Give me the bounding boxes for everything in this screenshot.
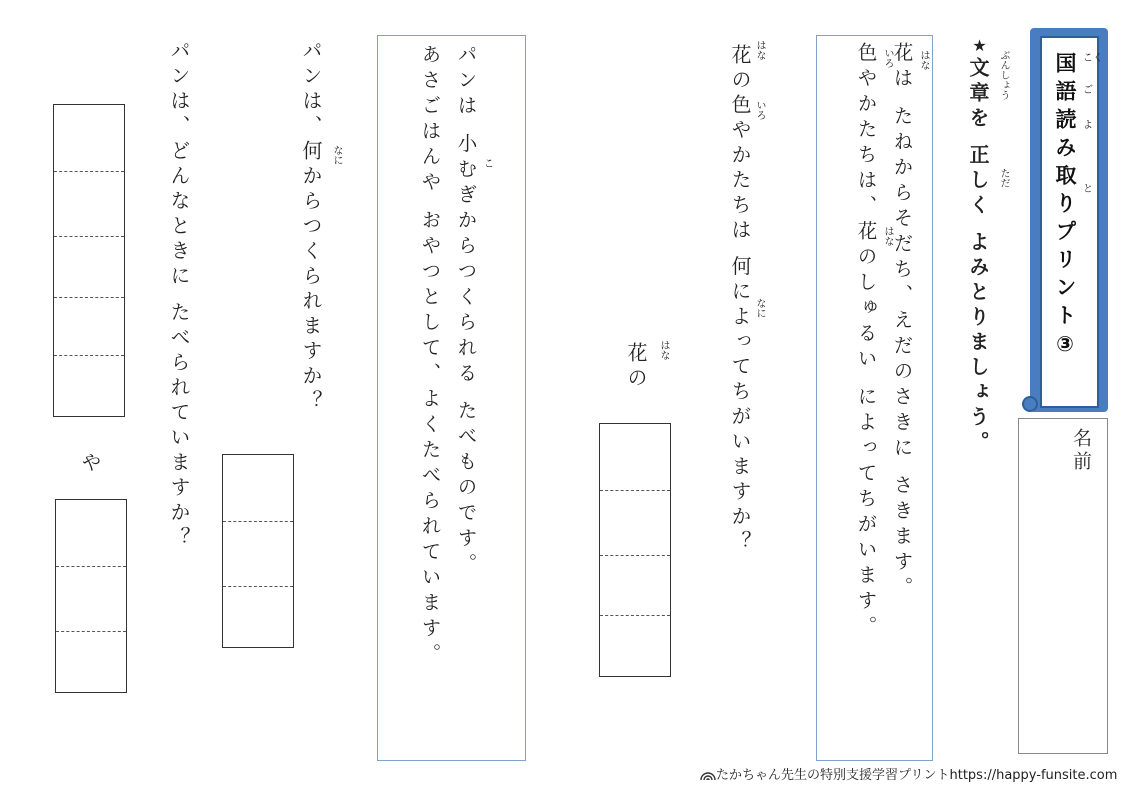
rainbow-icon (700, 767, 716, 781)
instruction-text: 文章を 正しく よみとりましょう。 (966, 57, 990, 456)
answer-box-q3-second[interactable] (55, 499, 127, 693)
answer1-prefix: 花の (624, 342, 648, 392)
ruby-bunshou: ぶんしょう (998, 50, 1009, 100)
page-title: 国語読み取りプリント③ (1053, 52, 1077, 363)
ruby-hana-2: はな (882, 226, 893, 246)
q1-ruby-iro: いろ (754, 100, 765, 120)
answer-box-q3-first[interactable] (53, 104, 125, 417)
star-icon: ★ (970, 36, 989, 60)
footer-site-name: たかちゃん先生の特別支援学習プリント (716, 768, 950, 783)
ruby-iro: いろ (882, 48, 893, 68)
question2-text: パンは、何からつくられますか？ (299, 40, 323, 415)
q1-ruby-hana: はな (754, 40, 765, 60)
name-label: 名前 (1070, 428, 1092, 474)
name-field[interactable] (1018, 418, 1108, 754)
title-ruby-yo: よ (1083, 120, 1093, 131)
q1-ruby-nani: なに (754, 298, 765, 318)
scroll-curl-icon (1022, 396, 1038, 412)
ruby-tada: ただ (998, 168, 1009, 188)
passage1-line1: 花は たねからそだち、えだのさきに さきます。 (890, 42, 914, 602)
answer-box-q2[interactable] (222, 454, 294, 648)
footer-url[interactable]: https://happy-funsite.com (949, 768, 1118, 783)
ruby-hana-1: はな (918, 50, 929, 70)
passage2-line1: パンは 小むぎからつくられる たべものです。 (454, 44, 478, 579)
passage-box-bread (377, 35, 526, 761)
title-ruby-koku: こく (1083, 53, 1103, 64)
passage2-line2: あさごはんや おやつとして、よくたべられています。 (418, 44, 442, 669)
ruby-ko: こ (484, 159, 494, 170)
answer-box-q1[interactable] (599, 423, 671, 677)
footer (700, 764, 1117, 783)
q2-ruby-nani: なに (331, 145, 342, 165)
title-ruby-go: ご (1083, 85, 1093, 96)
answer3-connector: や (78, 452, 102, 477)
title-ruby-to: と (1083, 184, 1093, 195)
question1-text: 花の色やかたちは 何によってちがいますか？ (728, 44, 752, 556)
answer1-prefix-ruby: はな (658, 340, 669, 360)
question3-text: パンは、どんなときに たべられていますか？ (167, 40, 191, 552)
passage1-line2: 色やかたちは、花のしゅるい によってちがいます。 (854, 42, 878, 641)
